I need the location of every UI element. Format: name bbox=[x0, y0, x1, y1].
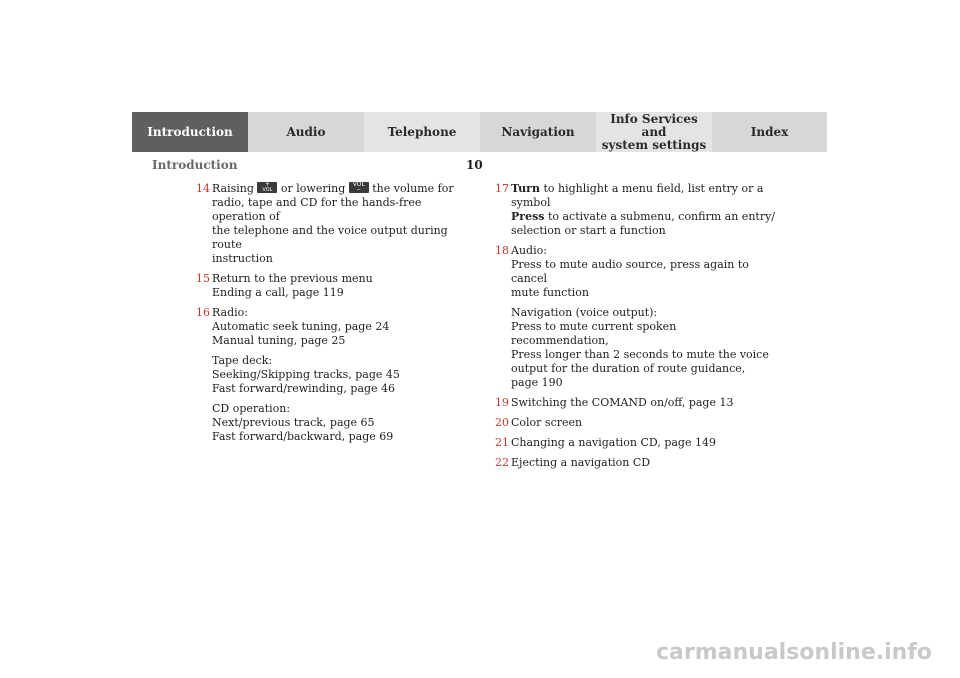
list-item bbox=[196, 272, 471, 300]
item-text: Radio: bbox=[212, 306, 248, 319]
list-item bbox=[495, 396, 775, 410]
item-number: 17 bbox=[495, 182, 509, 195]
list-item bbox=[196, 306, 471, 444]
list-item bbox=[495, 182, 775, 238]
item-number: 14 bbox=[196, 182, 210, 195]
key-label: − bbox=[356, 187, 361, 193]
item-text: Audio: bbox=[511, 244, 547, 257]
item-number: 19 bbox=[495, 396, 509, 409]
item-text: Raising bbox=[212, 182, 254, 195]
item-text: Ending a call, page 119 bbox=[212, 286, 344, 299]
list-item bbox=[196, 182, 471, 266]
item-keyword: Turn bbox=[511, 182, 540, 195]
item-text: Press longer than 2 seconds to mute the voice bbox=[511, 348, 769, 361]
tab-navigation[interactable]: Navigation bbox=[480, 112, 596, 152]
right-column bbox=[495, 182, 775, 476]
item-text: Next/previous track, page 65 bbox=[212, 416, 375, 429]
item-text: Color screen bbox=[511, 416, 583, 429]
volume-down-key-icon bbox=[349, 182, 369, 193]
item-text: Automatic seek tuning, page 24 bbox=[212, 320, 390, 333]
item-text: to activate a submenu, confirm an entry/ bbox=[547, 210, 775, 223]
item-text: Ejecting a navigation CD bbox=[511, 456, 651, 469]
item-number: 20 bbox=[495, 416, 509, 429]
volume-up-key-icon bbox=[257, 182, 277, 193]
item-text: Navigation (voice output): bbox=[511, 306, 658, 319]
item-text: Tape deck: bbox=[212, 354, 273, 367]
item-text: CD operation: bbox=[212, 402, 291, 415]
tab-audio[interactable]: Audio bbox=[248, 112, 364, 152]
tab-index[interactable]: Index bbox=[712, 112, 827, 152]
item-text: Changing a navigation CD, page 149 bbox=[511, 436, 716, 449]
left-column bbox=[196, 182, 471, 450]
chapter-tab-bar bbox=[132, 112, 827, 152]
item-text: instruction bbox=[212, 252, 273, 265]
item-text: Fast forward/rewinding, page 46 bbox=[212, 382, 396, 395]
item-text: Press to mute current spoken recommendation, bbox=[511, 320, 677, 347]
item-number: 22 bbox=[495, 456, 509, 469]
tab-info-services[interactable]: Info Services and system settings bbox=[596, 112, 712, 152]
list-item bbox=[495, 244, 775, 390]
key-label: VOL bbox=[262, 187, 273, 193]
item-text: Fast forward/backward, page 69 bbox=[212, 430, 394, 443]
tab-introduction[interactable]: Introduction bbox=[132, 112, 248, 152]
item-number: 21 bbox=[495, 436, 509, 449]
item-text: Press to mute audio source, press again to cancel bbox=[511, 258, 749, 285]
key-label: + bbox=[264, 182, 270, 188]
item-number: 16 bbox=[196, 306, 210, 319]
item-number: 15 bbox=[196, 272, 210, 285]
item-text: to highlight a menu field, list entry or a bbox=[543, 182, 764, 195]
key-label: VOL bbox=[352, 182, 365, 188]
list-item bbox=[495, 436, 775, 450]
list-item bbox=[495, 416, 775, 430]
item-text: symbol bbox=[511, 196, 551, 209]
item-text: output for the duration of route guidance, page 190 bbox=[511, 362, 746, 389]
item-text: Seeking/Skipping tracks, page 45 bbox=[212, 368, 400, 381]
watermark: carmanualsonline.info bbox=[656, 640, 932, 665]
item-text: Manual tuning, page 25 bbox=[212, 334, 346, 347]
item-text: mute function bbox=[511, 286, 589, 299]
item-text: the volume for bbox=[372, 182, 454, 195]
page-number: 10 bbox=[466, 158, 483, 172]
item-text: Switching the COMAND on/off, page 13 bbox=[511, 396, 734, 409]
item-text: radio, tape and CD for the hands-free operation of bbox=[212, 196, 422, 223]
item-keyword: Press bbox=[511, 210, 545, 223]
item-number: 18 bbox=[495, 244, 509, 257]
item-text: Return to the previous menu bbox=[212, 272, 373, 285]
list-item bbox=[495, 456, 775, 470]
section-title: Introduction bbox=[152, 158, 238, 172]
item-text: or lowering bbox=[280, 182, 346, 195]
tab-telephone[interactable]: Telephone bbox=[364, 112, 480, 152]
item-text: selection or start a function bbox=[511, 224, 666, 237]
item-text: the telephone and the voice output during route bbox=[212, 224, 448, 251]
